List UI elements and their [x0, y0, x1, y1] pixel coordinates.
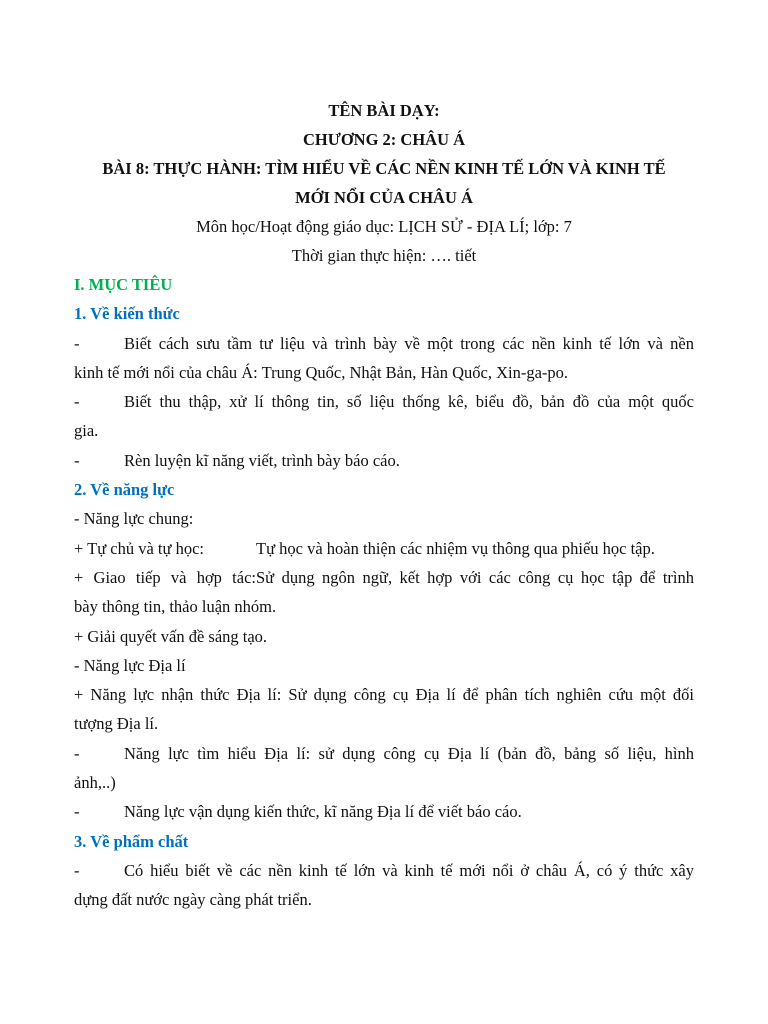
knowledge-item-3-text: Rèn luyện kĩ năng viết, trình bày báo cáo. [124, 450, 400, 470]
knowledge-item-1-line-1 [74, 329, 694, 358]
geo-apply-text: Năng lực vận dụng kiến thức, kĩ năng Địa lí để viết báo cáo. [124, 802, 522, 822]
knowledge-item-2-line-2: gia. [74, 421, 99, 441]
knowledge-item-2-text: Biết thu thập, xử lí thông tin, số liệu thống kê, biểu đồ, bản đồ của một quốc [124, 392, 694, 412]
self-study-line [74, 534, 694, 563]
geography-competence-label: - Năng lực Địa lí [74, 655, 186, 675]
lesson-title-line-2: MỚI NỔI CỦA CHÂU Á [295, 188, 473, 207]
bullet-dash: - [74, 392, 80, 412]
quality-line-1 [74, 856, 694, 885]
subject-line: Môn học/Hoạt động giáo dục: LỊCH SỬ - ĐỊA LÍ; lớp: 7 [196, 217, 572, 236]
self-study-text: Tự học và hoàn thiện các nhiệm vụ thông qua phiếu học tập. [256, 538, 655, 558]
bullet-dash: - [74, 860, 80, 880]
general-competence-label: - Năng lực chung: [74, 509, 194, 529]
geo-research-text: Năng lực tìm hiểu Địa lí: sử dụng công cụ Địa lí (bản đồ, bảng số liệu, hình [124, 743, 694, 763]
bullet-dash: - [74, 450, 80, 470]
communication-line-2: bày thông tin, thảo luận nhóm. [74, 597, 277, 617]
communication-text: Sử dụng ngôn ngữ, kết hợp với các công cụ học tập để trình [256, 567, 694, 587]
bullet-dash: - [74, 802, 80, 822]
problem-solving-line: + Giải quyết vấn đề sáng tạo. [74, 626, 268, 646]
bullet-dash: - [74, 743, 80, 763]
lesson-title-line-1: BÀI 8: THỰC HÀNH: TÌM HIỂU VỀ CÁC NỀN KINH TẾ LỚN VÀ KINH TẾ [102, 159, 666, 178]
lesson-name-heading: TÊN BÀI DẠY: [328, 101, 440, 120]
chapter-heading: CHƯƠNG 2: CHÂU Á [302, 130, 466, 149]
geo-awareness-line-1: + Năng lực nhận thức Địa lí: Sử dụng công cụ Địa lí để phân tích nghiên cứu một đối [74, 685, 694, 705]
quality-heading: 3. Về phẩm chất [74, 831, 189, 851]
communication-line [74, 563, 694, 592]
geo-research-line-1 [74, 739, 694, 768]
knowledge-item-2-line-1 [74, 387, 694, 416]
bullet-dash: - [74, 333, 80, 353]
geo-awareness-line-2: tượng Địa lí. [74, 714, 159, 734]
quality-line-2: dựng đất nước ngày càng phát triển. [74, 890, 312, 910]
section-objectives-heading: I. MỤC TIÊU [74, 275, 173, 294]
quality-text: Có hiểu biết về các nền kinh tế lớn và kinh tế mới nổi ở châu Á, có ý thức xây [124, 860, 694, 880]
duration-line: Thời gian thực hiện: …. tiết [291, 246, 477, 265]
competence-heading: 2. Về năng lực [74, 480, 175, 500]
knowledge-item-3 [74, 446, 694, 475]
geo-research-line-2: ảnh,..) [74, 773, 116, 793]
knowledge-item-1-text: Biết cách sưu tầm tư liệu và trình bày về một trong các nền kinh tế lớn và nền [124, 333, 694, 353]
communication-label: + Giao tiếp và hợp tác: [74, 567, 256, 587]
knowledge-heading: 1. Về kiến thức [74, 304, 180, 324]
geo-apply-line [74, 797, 694, 826]
knowledge-item-1-line-2: kinh tế mới nổi của châu Á: Trung Quốc, Nhật Bản, Hàn Quốc, Xin-ga-po. [74, 362, 569, 382]
self-study-label: + Tự chủ và tự học: [74, 538, 204, 558]
